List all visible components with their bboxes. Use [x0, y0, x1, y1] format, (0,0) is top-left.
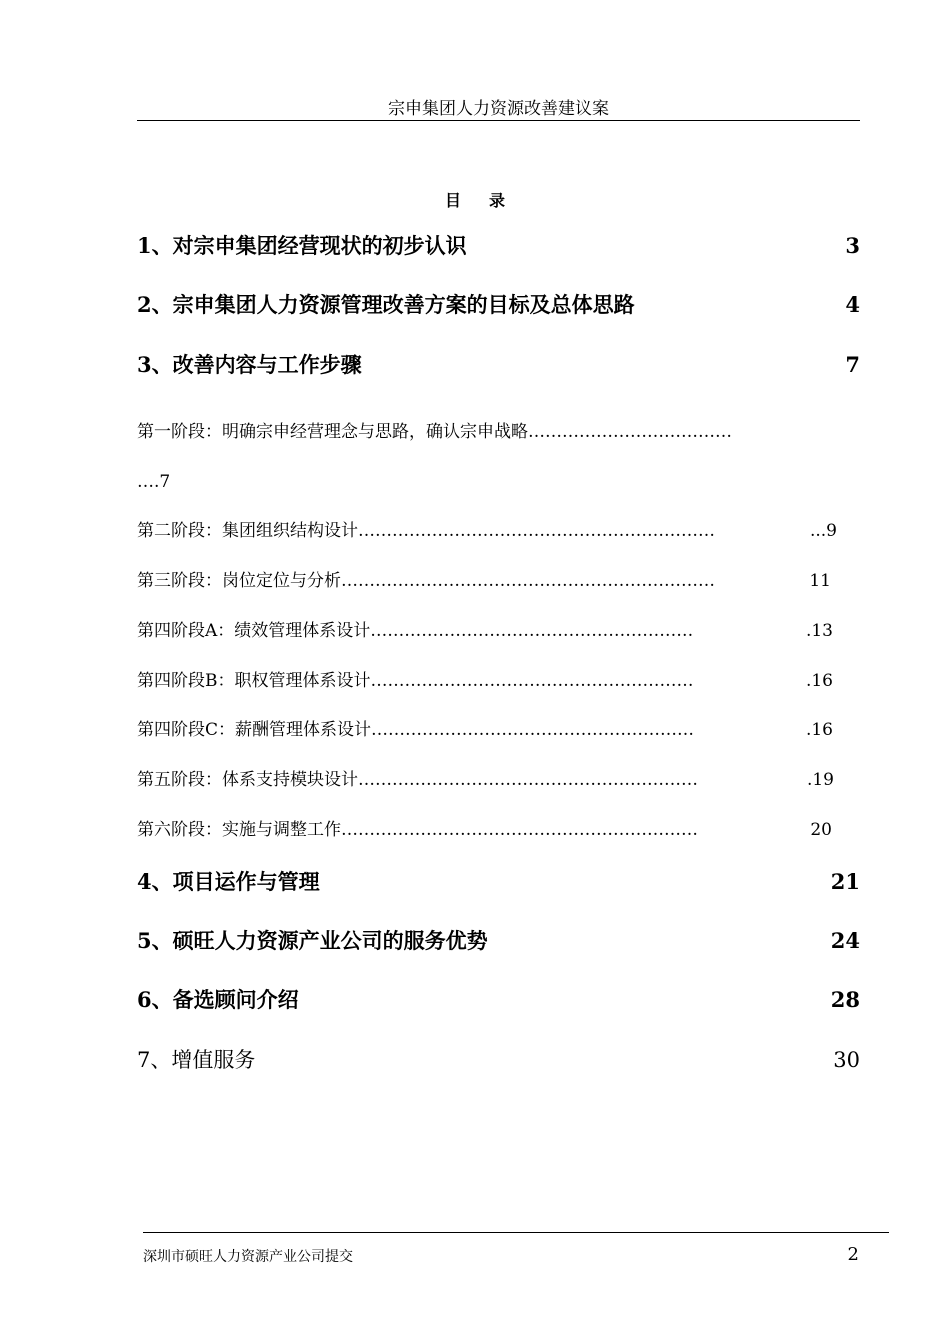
toc-entry-2[interactable] — [137, 290, 860, 320]
toc-entry-page: 24 — [830, 928, 860, 953]
page-header-title: 宗申集团人力资源改善建议案 — [388, 99, 609, 119]
toc-entry-stage-4c[interactable] — [137, 717, 833, 743]
toc-entry-text: 7、增值服务 — [137, 1048, 256, 1072]
toc-entry-page: 3 — [845, 233, 860, 258]
toc-entry-text: 1、对宗申集团经营现状的初步认识 — [137, 233, 467, 258]
toc-entry-page: 4 — [845, 292, 860, 317]
toc-entry-page: .16 — [805, 671, 833, 691]
toc-entry-6[interactable] — [137, 985, 860, 1015]
toc-entry-page: .19 — [806, 770, 834, 790]
toc-entry-page: 7 — [845, 352, 860, 377]
toc-entry-stage-4b[interactable] — [137, 668, 833, 694]
toc-entry-text: 2、宗申集团人力资源管理改善方案的目标及总体思路 — [137, 292, 635, 317]
toc-entry-text: 3、改善内容与工作步骤 — [137, 352, 362, 377]
footer-rule — [143, 1232, 889, 1233]
toc-entry-page: 28 — [830, 987, 860, 1012]
toc-entry-3[interactable] — [137, 350, 860, 380]
toc-entry-page: .16 — [805, 720, 833, 740]
toc-entry-stage-1-continuation — [137, 469, 860, 495]
toc-entry-page: 11 — [809, 571, 831, 591]
footer-page-number: 2 — [847, 1244, 859, 1265]
toc-entry-page: ...9 — [809, 521, 837, 541]
toc-entry-text: 4、项目运作与管理 — [137, 869, 320, 894]
toc-entry-text: 第四阶段A：绩效管理体系设计………………………………………………… — [137, 621, 694, 641]
toc-entry-1[interactable] — [137, 231, 860, 261]
toc-entry-stage-6[interactable] — [137, 817, 832, 843]
toc-entry-page: ….7 — [137, 472, 171, 492]
toc-entry-page: 30 — [833, 1048, 860, 1072]
toc-entry-text: 第六阶段：实施与调整工作……………………………………………………… — [137, 820, 698, 840]
toc-title: 目录 — [444, 191, 533, 210]
toc-entry-4[interactable] — [137, 867, 860, 897]
toc-entry-text: 第四阶段B：职权管理体系设计………………………………………………… — [137, 671, 694, 691]
toc-entry-text: 第五阶段：体系支持模块设计…………………………………………………… — [137, 770, 698, 790]
toc-entry-stage-5[interactable] — [137, 767, 834, 793]
toc-entry-stage-4a[interactable] — [137, 618, 833, 644]
toc-entry-text: 第四阶段C：薪酬管理体系设计………………………………………………… — [137, 720, 695, 740]
toc-entry-text: 5、硕旺人力资源产业公司的服务优势 — [137, 928, 488, 953]
header-rule — [137, 120, 860, 121]
toc-entry-text: 第二阶段：集团组织结构设计……………………………………………………… — [137, 521, 715, 541]
toc-entry-page: 20 — [810, 820, 832, 840]
toc-entry-page: .13 — [805, 621, 833, 641]
toc-entry-stage-3[interactable] — [137, 568, 831, 594]
toc-entry-5[interactable] — [137, 926, 860, 956]
toc-entry-text: 第三阶段：岗位定位与分析………………………………………………………… — [137, 571, 715, 591]
footer-company: 深圳市硕旺人力资源产业公司提交 — [143, 1249, 353, 1265]
toc-entry-text: 第一阶段：明确宗申经营理念与思路，确认宗申战略……………………………… — [137, 422, 732, 442]
toc-entry-stage-1[interactable] — [137, 419, 860, 445]
toc-entry-page: 21 — [830, 869, 860, 894]
toc-entry-7[interactable] — [137, 1045, 860, 1075]
toc-entry-stage-2[interactable] — [137, 518, 837, 544]
toc-entry-text: 6、备选顾问介绍 — [137, 987, 299, 1012]
